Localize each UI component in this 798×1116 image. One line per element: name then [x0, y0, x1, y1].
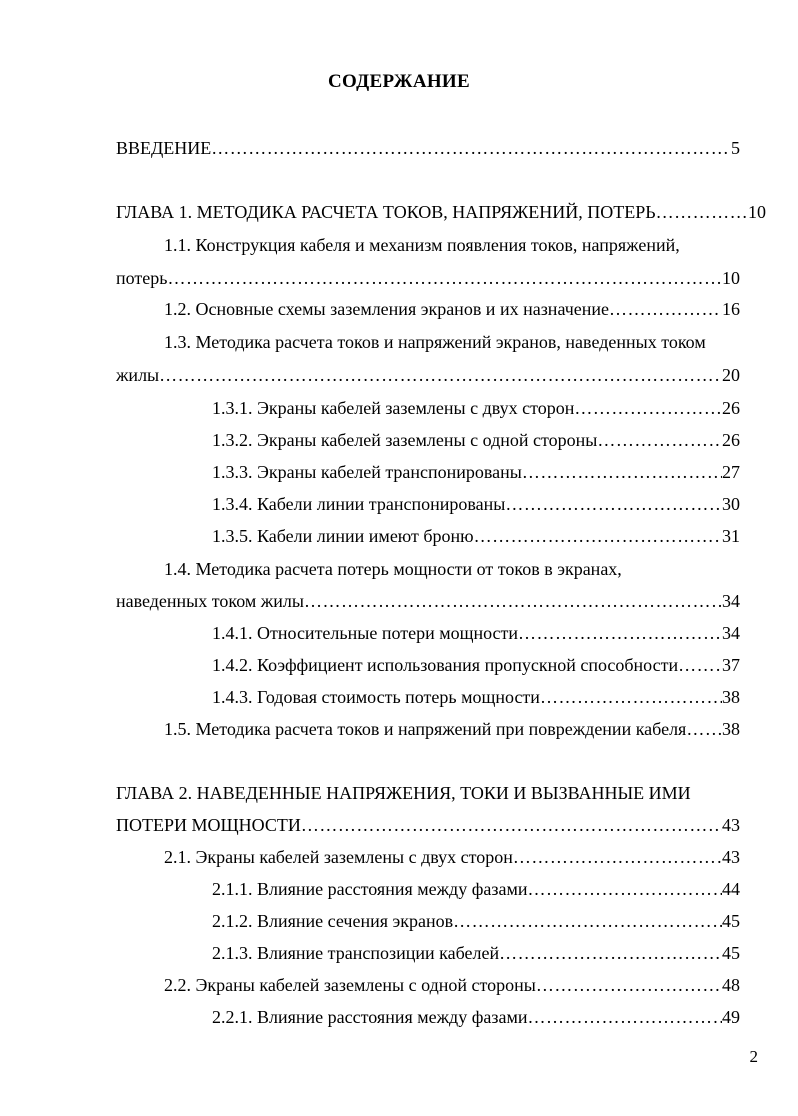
toc-entry-label: 1.3.2. Экраны кабелей заземлены с одной стороны: [212, 430, 598, 450]
toc-entry-2-1-2[interactable]: [212, 909, 740, 933]
toc-entry-label: наведенных током жилы: [116, 591, 304, 611]
toc-page-number: 49: [722, 1007, 740, 1027]
toc-page-number: 34: [722, 591, 740, 611]
toc-entry-label: ГЛАВА 1. МЕТОДИКА РАСЧЕТА ТОКОВ, НАПРЯЖЕНИЙ, ПОТЕРЬ: [116, 202, 656, 222]
toc-entry-label: 1.4.3. Годовая стоимость потерь мощности: [212, 687, 540, 707]
toc-entry-label: 1.3.1. Экраны кабелей заземлены с двух сторон: [212, 398, 575, 418]
toc-entry-1-4-3[interactable]: [212, 685, 740, 709]
toc-leader: [159, 363, 722, 387]
toc-entry-label: ВВЕДЕНИЕ: [116, 138, 212, 158]
page-title: СОДЕРЖАНИЕ: [328, 71, 470, 92]
toc-leader: [304, 589, 722, 613]
toc-entry-1-4-line1[interactable]: 1.4. Методика расчета потерь мощности от токов в экранах,: [164, 559, 622, 579]
toc-page-number: 30: [722, 494, 740, 514]
toc-entry-1-2[interactable]: [164, 297, 740, 321]
toc-entry-label: 1.3.5. Кабели линии имеют броню: [212, 526, 474, 546]
toc-leader: [527, 877, 722, 901]
toc-page-number: 20: [722, 365, 740, 385]
toc-entry-chapter-2-line1[interactable]: ГЛАВА 2. НАВЕДЕННЫЕ НАПРЯЖЕНИЯ, ТОКИ И ВЫЗВАННЫЕ ИМИ: [116, 783, 691, 803]
toc-page-number: 45: [722, 911, 740, 931]
toc-entry-label: 1.5. Методика расчета токов и напряжений при повреждении кабеля: [164, 719, 687, 739]
toc-entry-1-4-2[interactable]: [212, 653, 740, 677]
toc-page-number: 38: [722, 719, 740, 739]
toc-leader: [678, 653, 722, 677]
toc-entry-2-2-1[interactable]: [212, 1005, 740, 1029]
toc-entry-label: 1.3.4. Кабели линии транспонированы: [212, 494, 506, 514]
toc-page-number: 45: [722, 943, 740, 963]
toc-page-number: 34: [722, 623, 740, 643]
toc-entry-intro[interactable]: [116, 136, 740, 160]
toc-leader: [522, 460, 722, 484]
toc-entry-label: 1.2. Основные схемы заземления экранов и их назначение: [164, 299, 610, 319]
toc-page-number: 31: [722, 526, 740, 546]
toc-leader: [518, 621, 722, 645]
toc-leader: [167, 266, 722, 290]
toc-leader: [686, 717, 722, 741]
toc-page-number: 5: [731, 138, 740, 158]
toc-entry-label: 2.1.1. Влияние расстояния между фазами: [212, 879, 528, 899]
toc-entry-1-3-2[interactable]: [212, 428, 740, 452]
toc-page-number: 26: [722, 398, 740, 418]
toc-entry-1-3-line1[interactable]: 1.3. Методика расчета токов и напряжений экранов, наведенных током: [164, 332, 706, 352]
toc-leader: [656, 200, 748, 224]
toc-page-number: 43: [722, 847, 740, 867]
toc-entry-label: жилы: [116, 365, 160, 385]
toc-page-number: 48: [722, 975, 740, 995]
toc-entry-1-3-1[interactable]: [212, 396, 740, 420]
toc-entry-label: 2.1.2. Влияние сечения экранов: [212, 911, 454, 931]
toc-entry-chapter-2[interactable]: [116, 813, 740, 837]
toc-leader: [453, 909, 722, 933]
toc-entry-label: ПОТЕРИ МОЩНОСТИ: [116, 815, 301, 835]
toc-entry-label: 2.2.1. Влияние расстояния между фазами: [212, 1007, 528, 1027]
toc-entry-2-2[interactable]: [164, 973, 740, 997]
toc-entry-2-1-3[interactable]: [212, 941, 740, 965]
toc-entry-1-4-1[interactable]: [212, 621, 740, 645]
toc-leader: [474, 524, 722, 548]
toc-entry-label: 1.3.3. Экраны кабелей транспонированы: [212, 462, 522, 482]
toc-entry-label: 2.2. Экраны кабелей заземлены с одной стороны: [164, 975, 536, 995]
toc-leader: [301, 813, 722, 837]
toc-leader: [211, 136, 731, 160]
toc-leader: [536, 973, 722, 997]
toc-leader: [499, 941, 722, 965]
toc-leader: [609, 297, 722, 321]
toc-entry-2-1[interactable]: [164, 845, 740, 869]
toc-leader: [513, 845, 722, 869]
toc-entry-1-3-4[interactable]: [212, 492, 740, 516]
toc-entry-label: 2.1. Экраны кабелей заземлены с двух сторон: [164, 847, 513, 867]
toc-entry-label: потерь: [116, 268, 168, 288]
toc-leader: [505, 492, 722, 516]
page-number: 2: [749, 1047, 758, 1066]
toc-leader: [597, 428, 722, 452]
toc-entry-1-1-line1[interactable]: 1.1. Конструкция кабеля и механизм появления токов, напряжений,: [164, 235, 680, 255]
toc-leader: [540, 685, 722, 709]
toc-page-number: 37: [722, 655, 740, 675]
toc-entry-1-4[interactable]: [116, 589, 740, 613]
toc-page-number: 38: [722, 687, 740, 707]
toc-page-number: 10: [722, 268, 740, 288]
toc-entry-chapter-1[interactable]: [116, 200, 766, 224]
toc-entry-1-3-3[interactable]: [212, 460, 740, 484]
toc-entry-label: 1.4.1. Относительные потери мощности: [212, 623, 519, 643]
toc-entry-label: 2.1.3. Влияние транспозиции кабелей: [212, 943, 500, 963]
toc-entry-label: 1.4.2. Коэффициент использования пропускной способности: [212, 655, 679, 675]
toc-page-number: 27: [722, 462, 740, 482]
toc-entry-2-1-1[interactable]: [212, 877, 740, 901]
toc-page-number: 16: [722, 299, 740, 319]
toc-entry-1-5[interactable]: [164, 717, 740, 741]
toc-entry-1-1[interactable]: [116, 266, 740, 290]
toc-page-number: 44: [722, 879, 740, 899]
toc-page-number: 10: [748, 202, 766, 222]
toc-page-number: 43: [722, 815, 740, 835]
toc-entry-1-3-5[interactable]: [212, 524, 740, 548]
toc-leader: [527, 1005, 722, 1029]
toc-entry-1-3[interactable]: [116, 363, 740, 387]
toc-page-number: 26: [722, 430, 740, 450]
toc-leader: [574, 396, 722, 420]
